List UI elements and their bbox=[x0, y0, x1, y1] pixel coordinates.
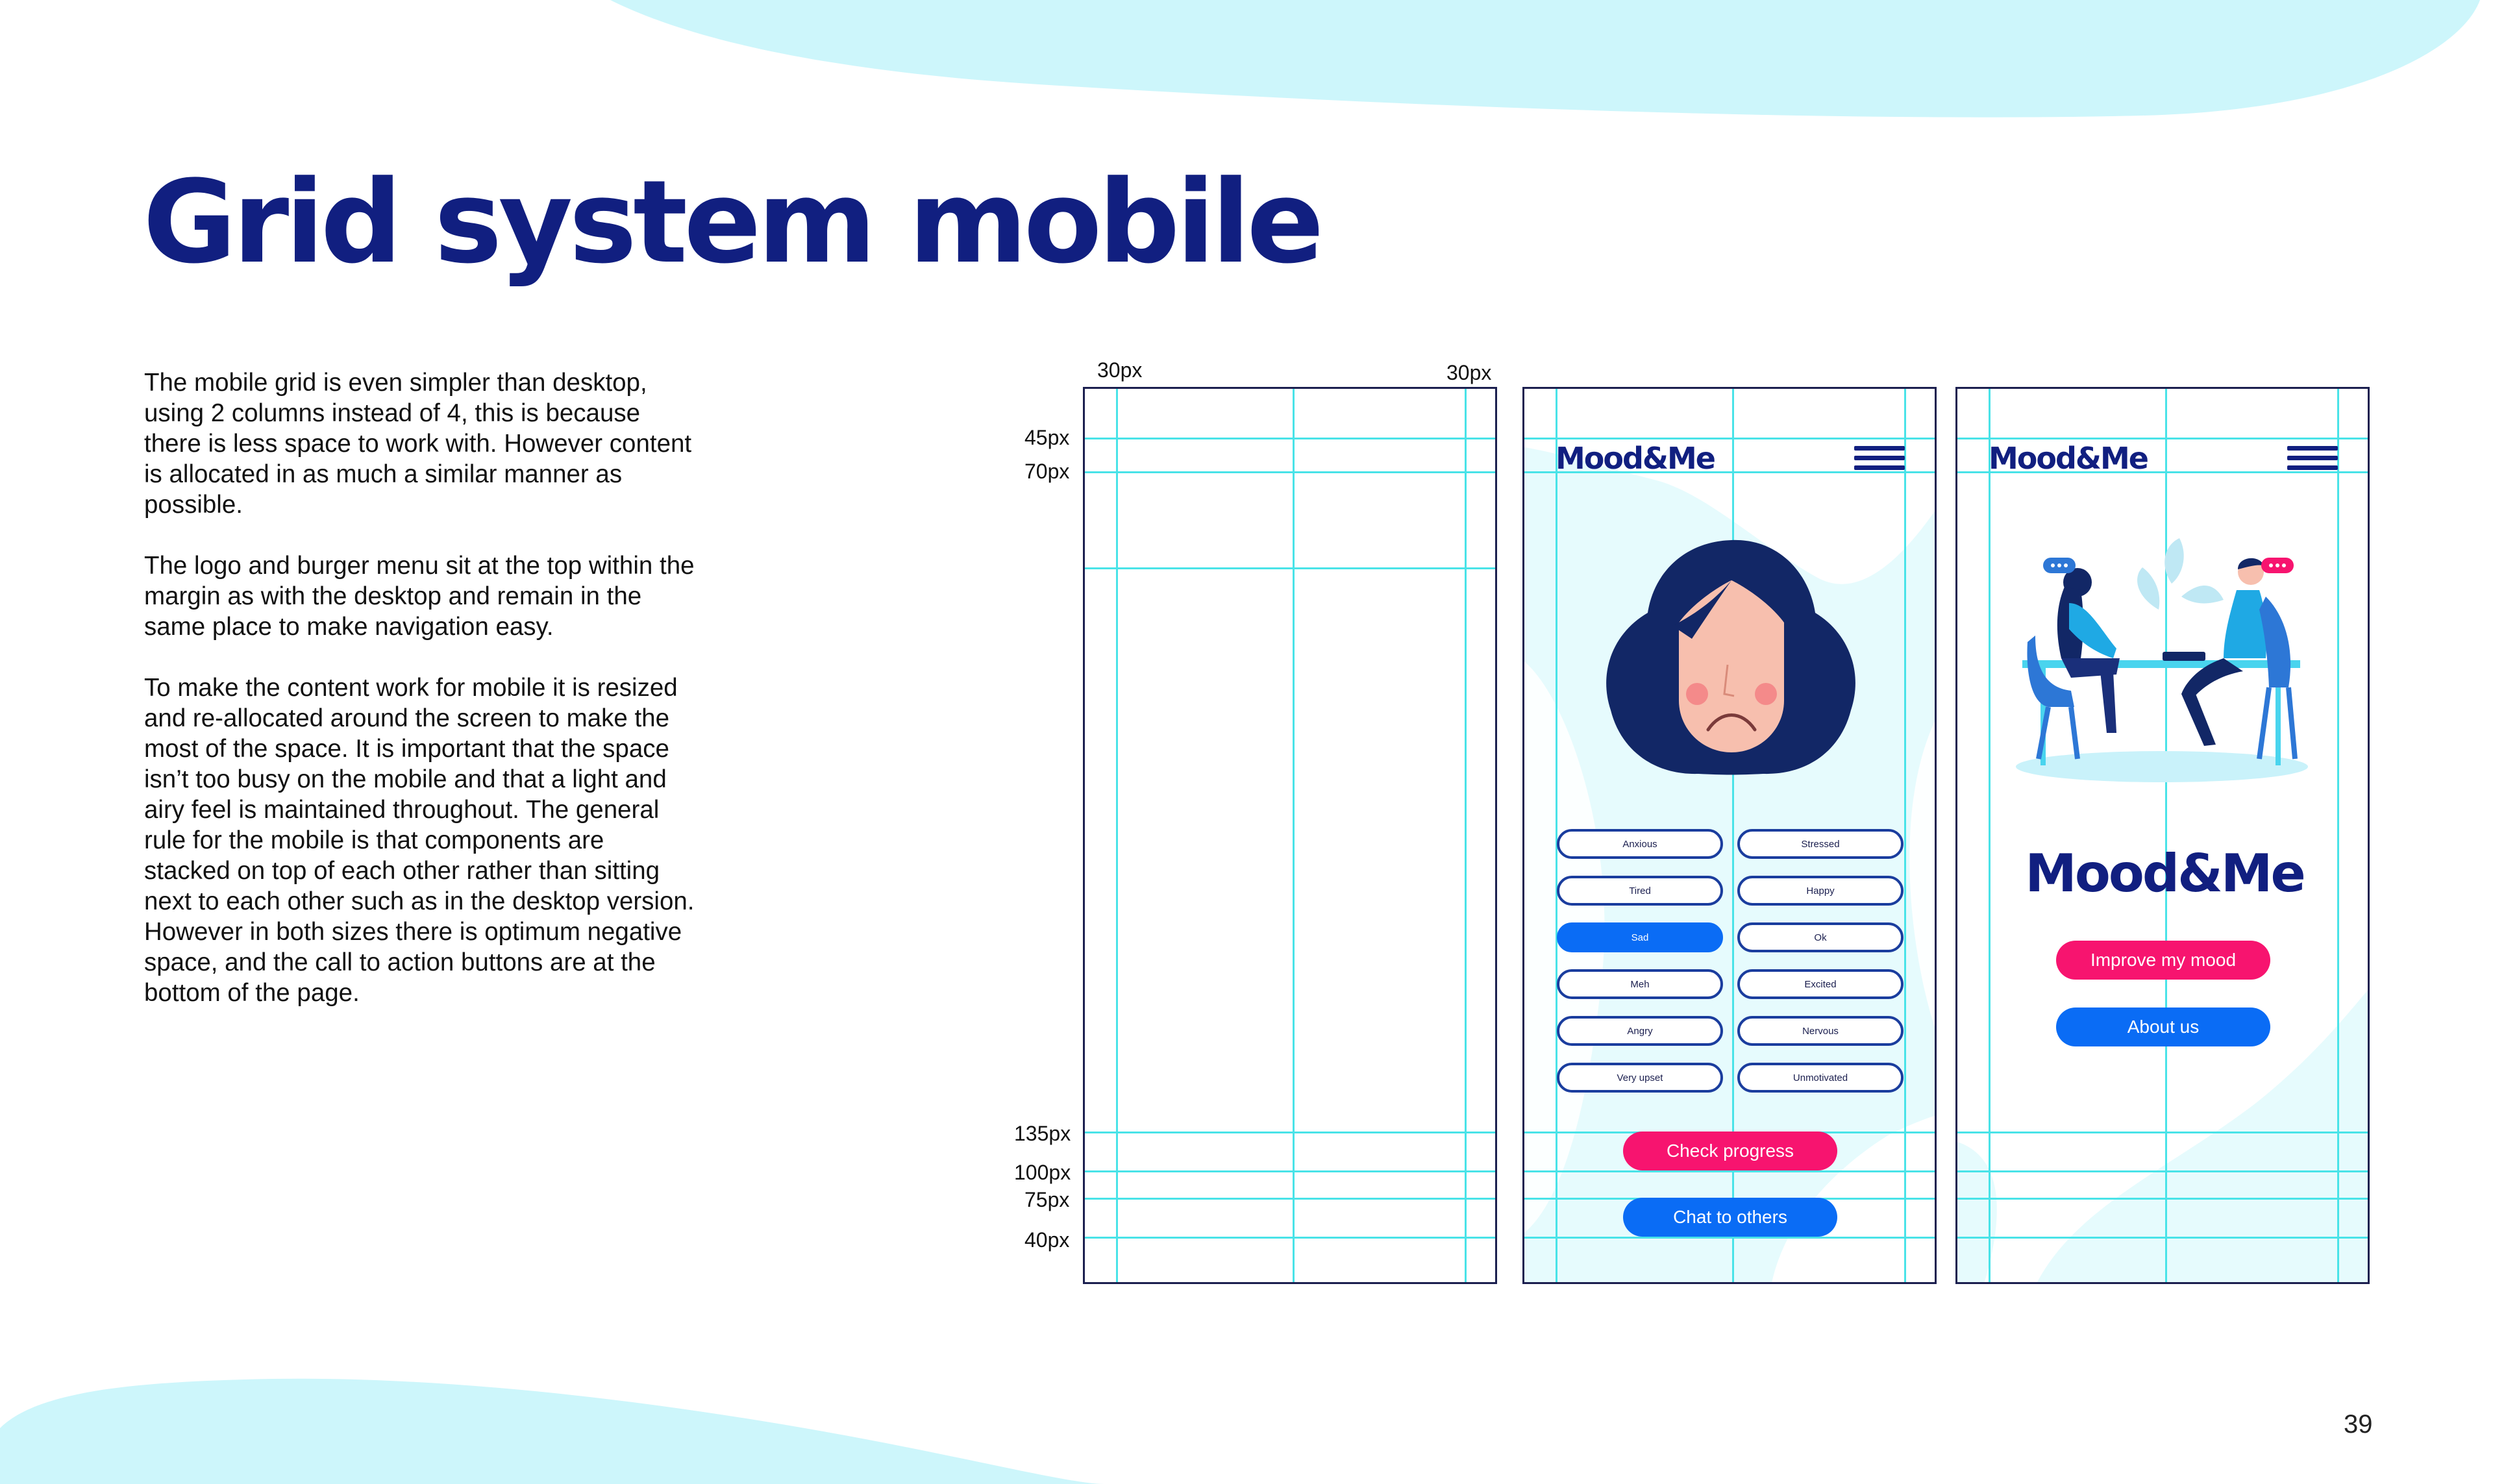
top-spacing-label-2: 70px bbox=[1024, 460, 1070, 483]
mood-chip[interactable]: Sad bbox=[1557, 922, 1723, 952]
chat-to-others-button[interactable]: Chat to others bbox=[1623, 1198, 1837, 1237]
margin-right-label: 30px bbox=[1446, 361, 1492, 384]
mood-chip[interactable]: Tired bbox=[1557, 876, 1723, 906]
app-logo[interactable]: Mood&Me bbox=[1556, 441, 1715, 476]
background-shapes bbox=[1957, 389, 2370, 1284]
page-number: 39 bbox=[2344, 1410, 2373, 1439]
paragraph: The logo and burger menu sit at the top within the margin as with the desktop and remain in the same place to make navigation easy. bbox=[144, 552, 695, 641]
mood-chip[interactable]: Stressed bbox=[1737, 829, 1904, 859]
mood-chip[interactable]: Meh bbox=[1557, 969, 1723, 999]
page-title: Grid system mobile bbox=[143, 156, 1321, 289]
top-spacing-label-1: 45px bbox=[1024, 426, 1070, 449]
sad-face-icon bbox=[1601, 535, 1862, 782]
about-us-button[interactable]: About us bbox=[2056, 1008, 2270, 1046]
paragraph: To make the content work for mobile it is resized and re-allocated around the screen to make the most of the space. It is important that the space isn’t too busy on the mobile and that a light and airy feel is maintained throughout. The general rule for the mobile is that components are stacked on top of each other rather than sitting next to each other such as in the desktop version. However in both sizes there is optimum negative space, and the call to action buttons are at the bottom of the page. bbox=[144, 674, 695, 1007]
home-screen bbox=[1955, 387, 2370, 1284]
mood-chip[interactable]: Anxious bbox=[1557, 829, 1723, 859]
improve-my-mood-button[interactable]: Improve my mood bbox=[2056, 941, 2270, 980]
burger-menu-icon[interactable] bbox=[2287, 446, 2338, 472]
mood-chip[interactable]: Angry bbox=[1557, 1016, 1723, 1046]
mood-chip[interactable]: Ok bbox=[1737, 922, 1904, 952]
bottom-spacing-label-1: 135px bbox=[1014, 1122, 1071, 1145]
margin-left-label: 30px bbox=[1097, 358, 1143, 382]
body-text bbox=[144, 367, 696, 1039]
check-progress-button[interactable]: Check progress bbox=[1623, 1132, 1837, 1170]
people-chatting-icon bbox=[2009, 538, 2314, 785]
bottom-spacing-label-3: 75px bbox=[1024, 1188, 1070, 1211]
app-logo[interactable]: Mood&Me bbox=[1989, 441, 2148, 476]
mood-chip[interactable]: Unmotivated bbox=[1737, 1063, 1904, 1093]
burger-menu-icon[interactable] bbox=[1854, 446, 1905, 472]
mood-chip[interactable]: Very upset bbox=[1557, 1063, 1723, 1093]
mood-chip[interactable]: Excited bbox=[1737, 969, 1904, 999]
grid-template-frame bbox=[1083, 387, 1497, 1284]
brand-wordmark: Mood&Me bbox=[2025, 843, 2304, 904]
mood-select-screen bbox=[1522, 387, 1937, 1284]
bottom-wave-decoration bbox=[0, 1357, 2493, 1484]
bottom-spacing-label-2: 100px bbox=[1014, 1161, 1071, 1184]
bottom-spacing-label-4: 40px bbox=[1024, 1228, 1070, 1252]
mood-chip[interactable]: Happy bbox=[1737, 876, 1904, 906]
top-wave-decoration bbox=[0, 0, 2493, 130]
paragraph: The mobile grid is even simpler than desktop, using 2 columns instead of 4, this is because there is less space to work with. However content is allocated in as much a similar manner as possible. bbox=[144, 369, 692, 519]
mood-chip[interactable]: Nervous bbox=[1737, 1016, 1904, 1046]
